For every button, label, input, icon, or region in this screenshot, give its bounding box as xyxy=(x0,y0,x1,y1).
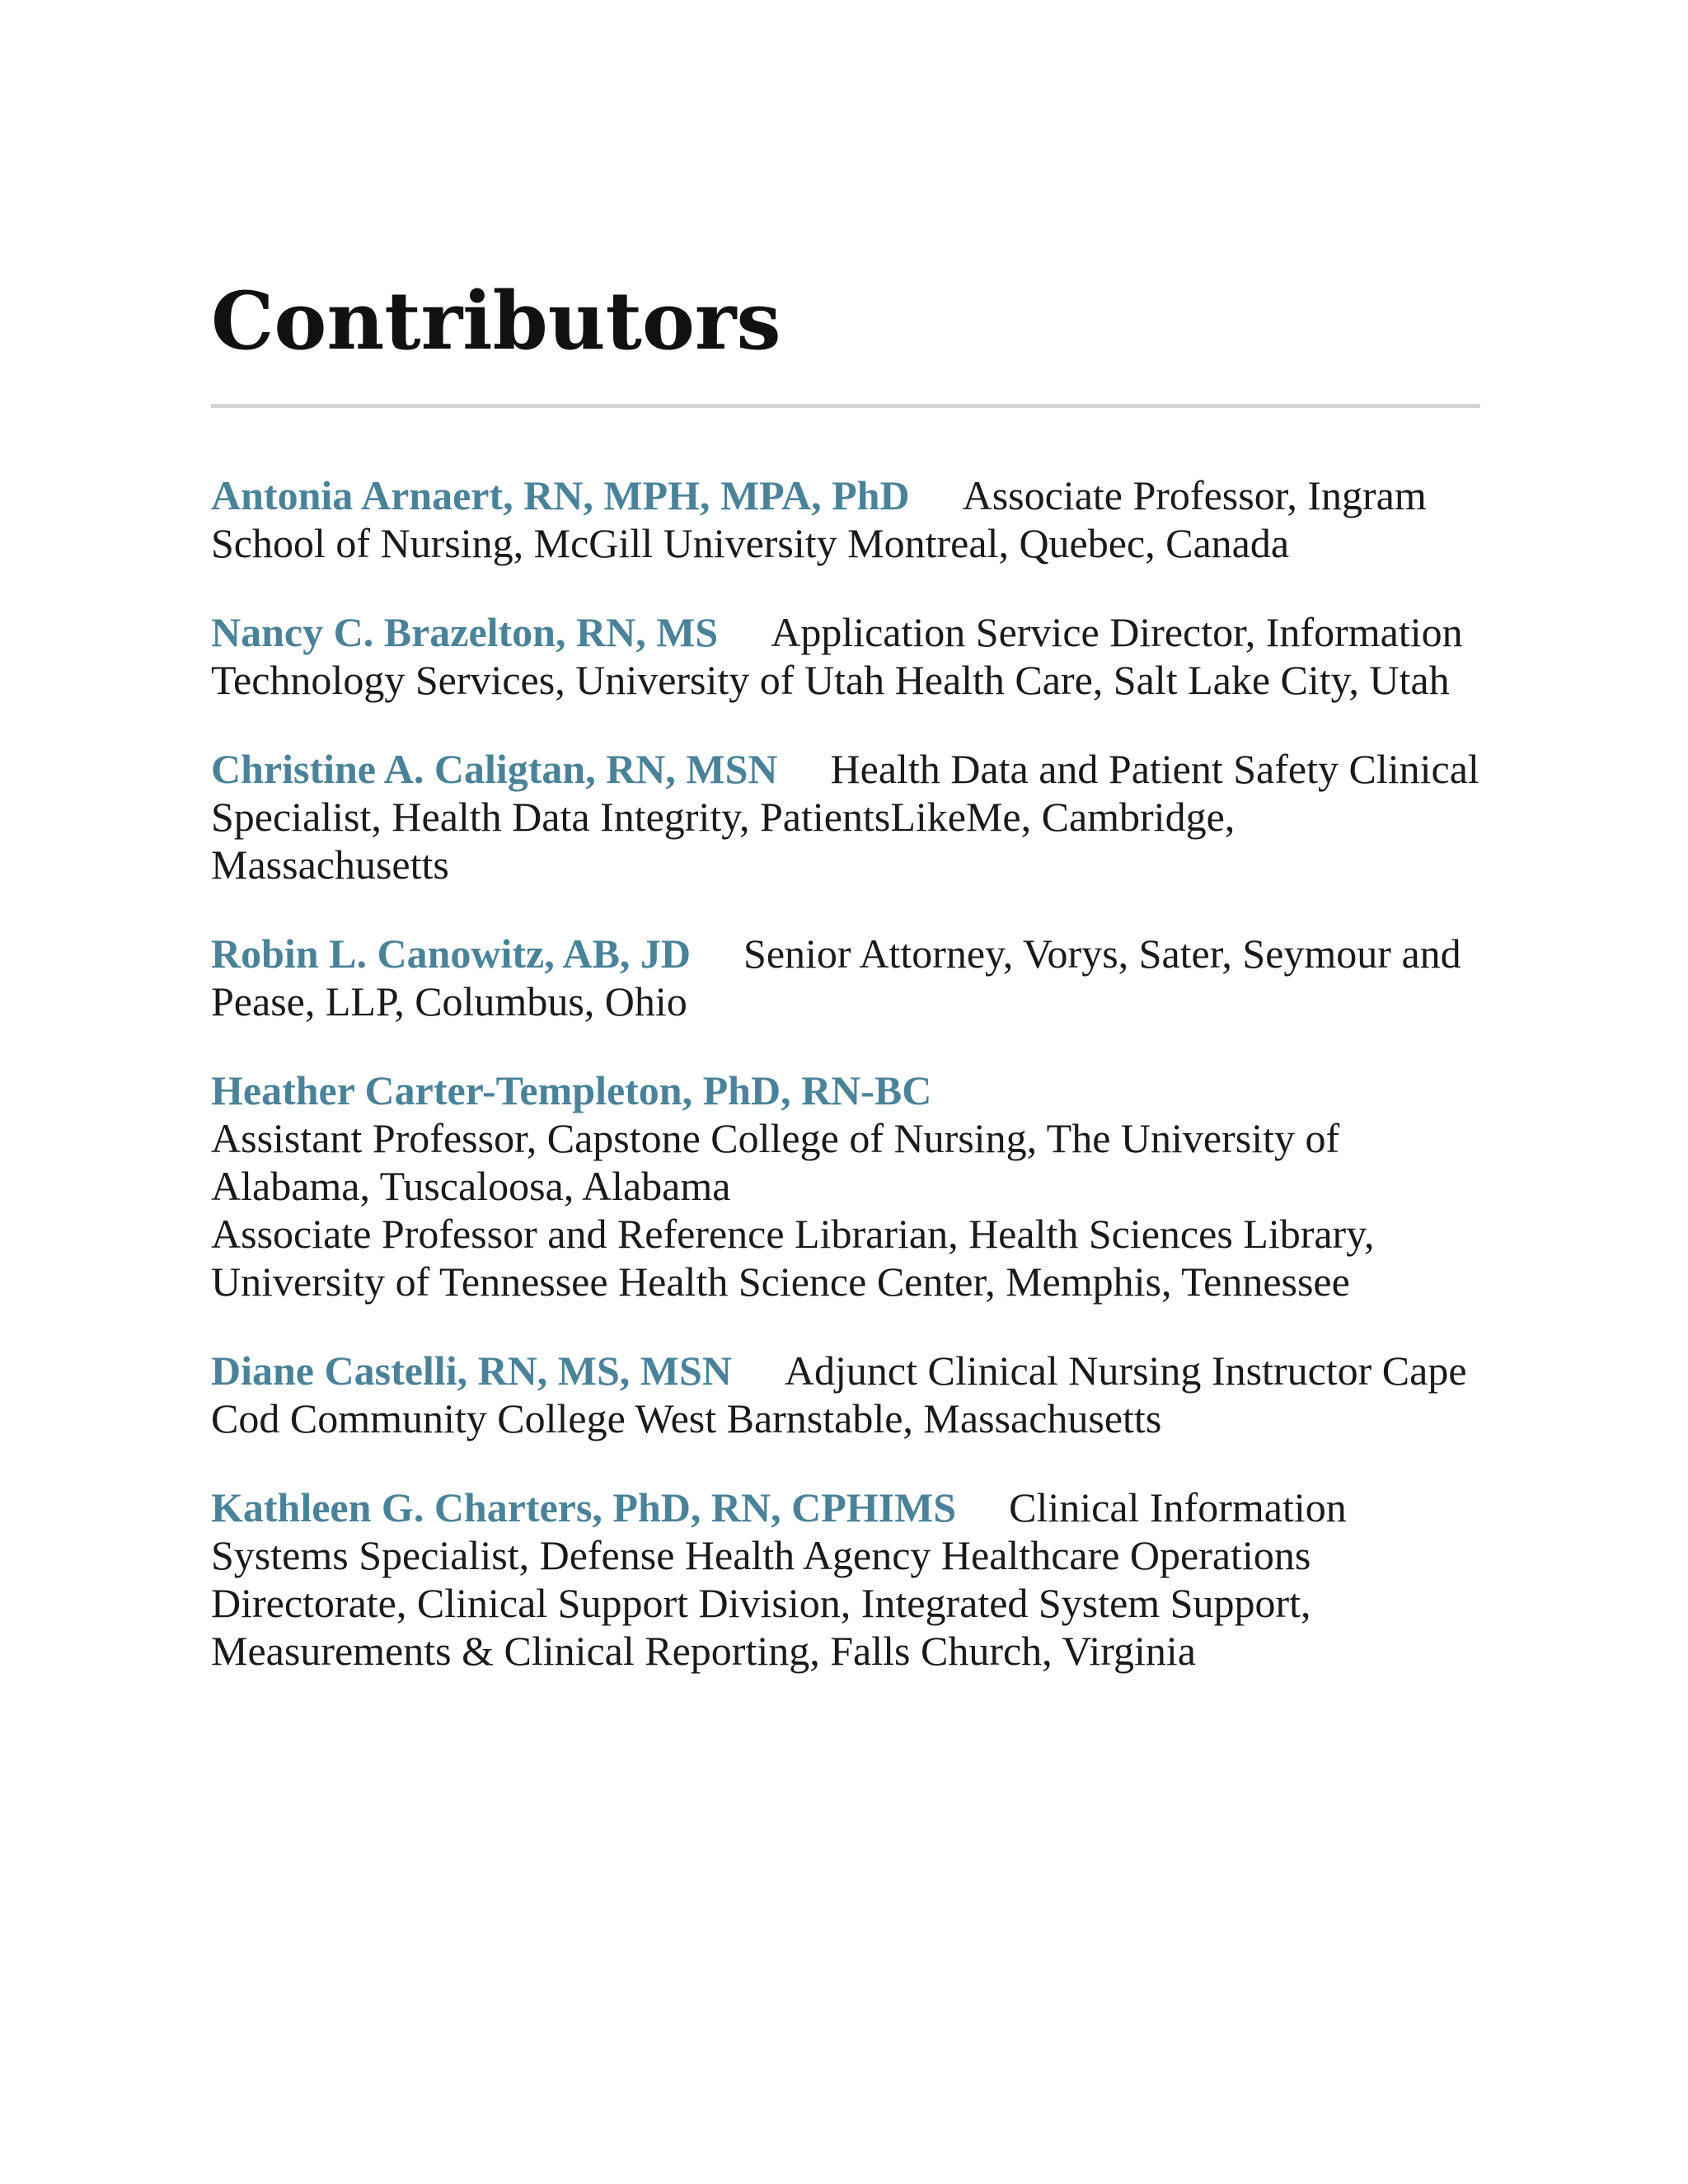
contributor-entry xyxy=(211,745,1480,888)
contributor-affiliation: Associate Professor, Ingram School of Nursing, McGill University Montreal, Quebec, Canada xyxy=(211,472,1427,566)
contributor-affiliation: Clinical Information Systems Specialist, Defense Health Agency Healthcare Operations Directorate, Clinical Support Division, Integrated System Support, Measurements & Clinical Reporting, Falls Church, Virginia xyxy=(211,1484,1347,1674)
contributor-affiliation: Application Service Director, Information Technology Services, University of Utah Health Care, Salt Lake City, Utah xyxy=(211,609,1463,703)
contributor-affiliation: Assistant Professor, Capstone College of Nursing, The University of Alabama, Tuscaloosa, Alabama xyxy=(211,1115,1340,1209)
title-divider xyxy=(211,404,1480,408)
contributor-affiliation: Senior Attorney, Vorys, Sater, Seymour and Pease, LLP, Columbus, Ohio xyxy=(211,930,1461,1024)
contributor-name: Kathleen G. Charters, PhD, RN, CPHIMS xyxy=(211,1484,957,1530)
contributor-affiliation-secondary: Associate Professor and Reference Librarian, Health Sciences Library, University of Tennessee Health Science Center, Memphis, Tennessee xyxy=(211,1211,1375,1305)
contributor-entry xyxy=(211,1347,1480,1442)
contributor-entry xyxy=(211,1483,1480,1675)
contributor-entry xyxy=(211,1066,1480,1305)
contributor-affiliation: Adjunct Clinical Nursing Instructor Cape Cod Community College West Barnstable, Massachusetts xyxy=(211,1347,1467,1441)
contributor-name: Nancy C. Brazelton, RN, MS xyxy=(211,609,719,655)
contributor-name: Robin L. Canowitz, AB, JD xyxy=(211,930,692,977)
contributor-list xyxy=(211,471,1480,1716)
contributor-name: Diane Castelli, RN, MS, MSN xyxy=(211,1347,732,1394)
page-title: Contributors xyxy=(211,274,781,368)
contributor-name: Christine A. Caligtan, RN, MSN xyxy=(211,746,778,792)
contributor-name: Heather Carter-Templeton, PhD, RN-BC xyxy=(211,1067,932,1113)
contributor-affiliation: Health Data and Patient Safety Clinical Specialist, Health Data Integrity, PatientsLikeMe, Cambridge, Massachusetts xyxy=(211,746,1479,888)
contributor-entry xyxy=(211,608,1480,704)
contributor-entry xyxy=(211,930,1480,1025)
contributor-name: Antonia Arnaert, RN, MPH, MPA, PhD xyxy=(211,472,910,518)
contributor-entry xyxy=(211,471,1480,567)
